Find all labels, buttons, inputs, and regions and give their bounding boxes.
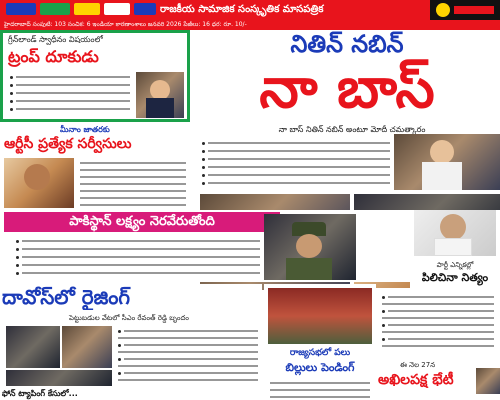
pakistan-headline: పాకిస్థాన్ లక్ష్యం నెరవేరుతోంది bbox=[4, 212, 280, 232]
pakistan-text bbox=[16, 238, 260, 282]
main-text bbox=[202, 140, 390, 190]
davos-story bbox=[0, 284, 262, 400]
right-story-headline: పిలిచినా నిత్యం bbox=[421, 271, 489, 284]
davos-photo-1 bbox=[6, 326, 60, 368]
main-photo-modi bbox=[394, 134, 500, 190]
trump-headline: ట్రంప్ దూకుడు bbox=[8, 47, 99, 66]
trump-photo bbox=[136, 72, 184, 118]
main-subheadline: నా బాస్ నితిన్ నబిన్ అంటూ మోదీ చమత్కారం bbox=[204, 124, 500, 136]
rtc-text bbox=[80, 160, 186, 206]
right-story-photo bbox=[414, 210, 496, 256]
davos-text bbox=[118, 328, 258, 386]
parliament-story bbox=[264, 284, 376, 400]
trump-text bbox=[10, 74, 130, 118]
main-headline: నా బాస్ bbox=[259, 58, 435, 120]
all-party-text bbox=[382, 294, 494, 356]
davos-subheadline: పెట్టుబడుల వేటలో సీఎం రేవంత్ రెడ్డి బృందం bbox=[69, 314, 189, 322]
parliament-photo bbox=[268, 288, 372, 344]
trump-story bbox=[0, 30, 190, 122]
davos-photo-3 bbox=[6, 370, 112, 386]
main-kicker: నితిన్ నబిన్ bbox=[290, 30, 404, 58]
davos-headline: దావోస్‌లో రైజింగ్ bbox=[2, 285, 131, 309]
pakistan-story bbox=[0, 210, 410, 282]
right-story bbox=[410, 210, 500, 288]
rtc-photo bbox=[4, 158, 74, 208]
phone-tapping-headline: ఫోన్ ట్యాపింగ్ కేసులో... bbox=[2, 389, 78, 398]
ad-badge bbox=[430, 0, 500, 20]
all-party-kicker: ఈ నెల 27న bbox=[400, 361, 436, 369]
rtc-kicker: మీనాం జాతరకు bbox=[60, 125, 110, 134]
parliament-headline-2: బిల్లులు పెండింగ్ bbox=[285, 361, 355, 374]
masthead-tagline: రాజకీయ సామాజిక సంస్కృతిక మాసపత్రిక bbox=[160, 4, 324, 15]
dateline: హైదరాబాద్ సంపుటి: 103 సంచిక: 6 ఇండియా కారణాంశాలు జనవరి 2026 పేజీలు: 16 ధర: రూ. 10/- bbox=[4, 21, 247, 28]
parliament-headline-1: రాజ్యసభలో పలు bbox=[289, 348, 351, 358]
davos-photo-2 bbox=[62, 326, 112, 368]
all-party-headline: అఖిలపక్ష భేటీ bbox=[378, 372, 454, 388]
rtc-story bbox=[0, 124, 190, 208]
rtc-headline: ఆర్టీసీ ప్రత్యేక సర్వీసులు bbox=[4, 136, 132, 152]
army-chief-photo bbox=[264, 214, 356, 280]
all-party-story bbox=[376, 288, 500, 400]
trump-kicker: గ్రీన్‌లాండ్ స్వాధీనం విషయంలో bbox=[8, 35, 103, 44]
masthead bbox=[0, 0, 500, 30]
parliament-text bbox=[270, 380, 370, 398]
right-story-kicker: పార్టీ ఎన్నికల్లో bbox=[436, 261, 474, 269]
all-party-photo bbox=[476, 368, 500, 394]
